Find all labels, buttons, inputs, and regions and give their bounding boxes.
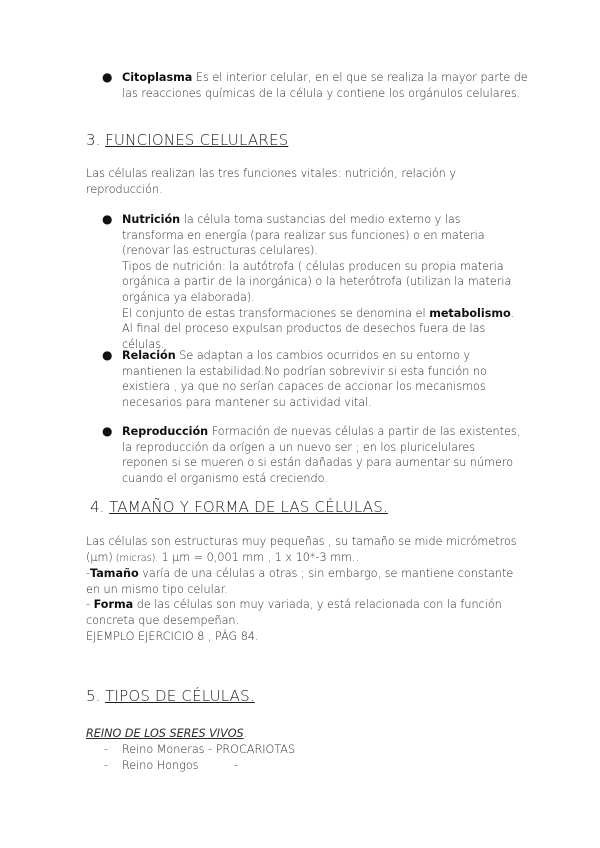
nutricion-line-6: orgánica ya elaborada). bbox=[122, 290, 255, 304]
list-item bbox=[104, 742, 295, 758]
bullet-dot: ● bbox=[102, 212, 113, 226]
list-item-text: Reino Hongos - bbox=[122, 758, 239, 772]
relacion-line-2: mantienen la estabilidad.No podrían sobrevivir si esta función no bbox=[122, 364, 487, 378]
s4-line-7: EJEMPLO EJERCICIO 8 , PÁG 84. bbox=[86, 629, 259, 643]
section-3-number: 3. bbox=[86, 131, 101, 149]
nutricion-line-9: células. bbox=[122, 337, 165, 351]
s4-line-3-text: varía de una células a otras ; sin embargo, se mantiene constante bbox=[138, 567, 514, 581]
s4-line-5 bbox=[86, 597, 546, 613]
section-5-heading bbox=[86, 686, 255, 706]
nutricion-line-1: la célula toma sustancias del medio externo y las bbox=[180, 213, 461, 226]
list-item-text: Reino Moneras - PROCARIOTAS bbox=[122, 743, 296, 756]
list-dash: - bbox=[104, 758, 109, 772]
nutricion-line-2: transforma en energía (para realizar sus funciones) o en materia bbox=[122, 228, 485, 242]
section-5-subtitle bbox=[86, 726, 247, 742]
reproduccion-line-4: cuando el organismo está creciendo. bbox=[122, 471, 328, 485]
reino-subtitle: REINO DE LOS SERES VIVOS bbox=[86, 727, 244, 740]
forma-term: Forma bbox=[93, 598, 134, 612]
tamano-term: Tamaño bbox=[90, 567, 139, 581]
intro-line-1: Las células realizan las tres funciones vitales: nutrición, relación y bbox=[86, 167, 456, 180]
citoplasma-text-1: Es el interior celular, en el que se realiza la mayor parte de bbox=[192, 71, 528, 84]
relacion-item bbox=[122, 348, 542, 410]
s4-unit: (µm) bbox=[86, 550, 113, 564]
reproduccion-item bbox=[122, 424, 542, 486]
nutricion-item bbox=[122, 212, 542, 352]
nutricion-line-4: Tipos de nutrición: la autótrofa ( células producen su propia materia bbox=[122, 259, 504, 273]
s4-line-2-end: . bbox=[355, 550, 360, 564]
section-4-body bbox=[86, 534, 546, 644]
list-dash: - bbox=[104, 743, 109, 756]
citoplasma-item bbox=[122, 70, 542, 101]
relacion-line-1: Se adaptan a los cambios ocurridos en su entorno y bbox=[175, 349, 471, 362]
s4-line-3 bbox=[86, 566, 546, 582]
reino-subtitle-end: . bbox=[243, 727, 248, 740]
s4-line-2 bbox=[86, 550, 546, 567]
section-3-title: FUNCIONES CELULARES bbox=[105, 131, 289, 149]
list-item bbox=[104, 758, 295, 774]
section-4-heading bbox=[90, 497, 388, 517]
section-4-title: TAMAÑO Y FORMA DE LAS CÉLULAS. bbox=[109, 498, 388, 516]
bullet-dot: ● bbox=[102, 424, 113, 438]
s4-line-5-text: de las células son muy variada, y está relacionada con la función bbox=[133, 598, 502, 612]
nutricion-line-5: orgánica a partir de la inorgánica) o la heterótrofa (utilizan la materia bbox=[122, 275, 512, 289]
s4-line-4: en un mismo tipo celular. bbox=[86, 582, 228, 596]
section-3-intro bbox=[86, 166, 526, 197]
relacion-term: Relación bbox=[122, 349, 176, 362]
s4-dash: - bbox=[86, 598, 94, 612]
nutricion-term: Nutrición bbox=[122, 213, 181, 226]
intro-line-2: reproducción. bbox=[86, 182, 163, 196]
nutricion-line-7 bbox=[122, 306, 542, 322]
bullet-dot: ● bbox=[102, 348, 113, 362]
reino-list bbox=[104, 742, 295, 773]
citoplasma-term: Citoplasma bbox=[122, 71, 193, 84]
s4-dash: - bbox=[86, 567, 91, 581]
relacion-line-3: existiera , ya que no serían capaces de accionar los mecanismos bbox=[122, 380, 486, 394]
reproduccion-line-2: la reproducción da orígen a un nuevo ser ; en los pluricelulares bbox=[122, 440, 476, 454]
reproduccion-line-3: reponen si se mueren o si están dañadas y para aumentar su número bbox=[122, 456, 514, 470]
reproduccion-line-1: Formación de nuevas células a partir de las existentes, bbox=[208, 425, 521, 438]
section-5-title: TIPOS DE CÉLULAS. bbox=[105, 687, 255, 705]
relacion-line-4: necesarios para mantener su actividad vital. bbox=[122, 395, 372, 409]
citoplasma-text-2: las reacciones químicas de la célula y contiene los orgánulos celulares. bbox=[122, 86, 521, 100]
nutricion-line-8: Al final del proceso expulsan productos de desechos fuera de las bbox=[122, 322, 486, 336]
bullet-dot: ● bbox=[102, 70, 113, 84]
nutricion-line-7-end: . bbox=[510, 306, 515, 320]
s4-line-1: Las células son estructuras muy pequeñas , su tamaño se mide micrómetros bbox=[86, 535, 517, 548]
section-5-number: 5. bbox=[86, 687, 101, 705]
section-3-heading bbox=[86, 130, 288, 150]
reproduccion-term: Reproducción bbox=[122, 425, 209, 438]
section-4-number: 4. bbox=[90, 498, 105, 516]
nutricion-line-7-text: El conjunto de estas transformaciones se denomina el bbox=[122, 306, 430, 320]
s4-line-6: concreta que desempeñan. bbox=[86, 613, 240, 627]
s4-equivalence: 1 µm = 0,001 mm , 1 x 10*-3 mm. bbox=[161, 550, 356, 564]
s4-micras: (micras). bbox=[112, 552, 162, 564]
nutricion-line-3: (renovar las estructuras celulares). bbox=[122, 244, 318, 258]
metabolismo-term: metabolismo bbox=[429, 306, 511, 320]
